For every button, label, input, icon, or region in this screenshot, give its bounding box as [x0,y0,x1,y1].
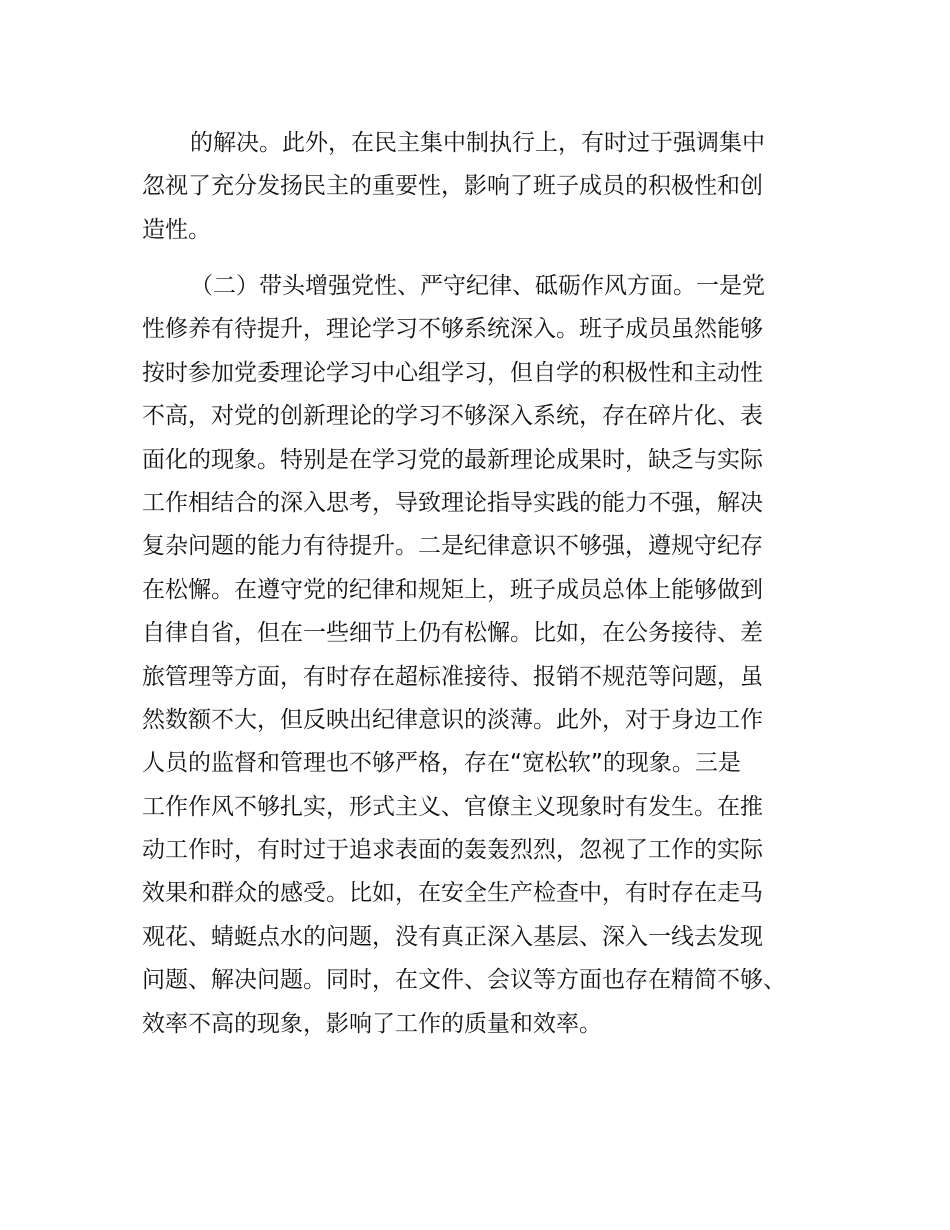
paragraph-section-two [142,265,822,1046]
text-line: （二）带头增强党性、严守纪律、砥砺作风方面。一是党 [190,273,765,299]
text-line: 问题、解决问题。同时，在文件、会议等方面也存在精简不够、 [142,967,786,994]
text-line: 造性。 [142,216,211,243]
text-line: 效果和群众的感受。比如，在安全生产检查中，有时存在走马 [142,880,763,907]
text-line: 的解决。此外，在民主集中制执行上，有时过于强调集中 [190,130,765,156]
paragraph-continuation [142,122,822,252]
text-line: 不高，对党的创新理论的学习不够深入系统，存在碎片化、表 [142,403,763,430]
text-line: 在松懈。在遵守党的纪律和规矩上，班子成员总体上能够做到 [142,576,763,603]
text-line: 然数额不大，但反映出纪律意识的淡薄。此外，对于身边工作 [142,706,763,733]
text-line: 面化的现象。特别是在学习党的最新理论成果时，缺乏与实际 [142,446,763,473]
text-line: 性修养有待提升，理论学习不够系统深入。班子成员虽然能够 [142,316,763,343]
text-line: 工作作风不够扎实，形式主义、官僚主义现象时有发生。在推 [142,793,763,820]
text-line: 效率不高的现象，影响了工作的质量和效率。 [142,1010,602,1037]
text-line: 旅管理等方面，有时存在超标准接待、报销不规范等问题，虽 [142,663,763,690]
text-line: 按时参加党委理论学习中心组学习，但自学的积极性和主动性 [142,359,763,386]
text-line: 自律自省，但在一些细节上仍有松懈。比如，在公务接待、差 [142,620,763,647]
text-line: 人员的监督和管理也不够严格，存在“宽松软”的现象。三是 [142,750,741,777]
text-line: 工作相结合的深入思考，导致理论指导实践的能力不强，解决 [142,489,763,516]
text-line: 观花、蜻蜓点水的问题，没有真正深入基层、深入一线去发现 [142,923,763,950]
text-line: 忽视了充分发扬民主的重要性，影响了班子成员的积极性和创 [142,173,763,200]
text-line: 复杂问题的能力有待提升。二是纪律意识不够强，遵规守纪存 [142,533,763,560]
text-line: 动工作时，有时过于追求表面的轰轰烈烈，忽视了工作的实际 [142,837,763,864]
